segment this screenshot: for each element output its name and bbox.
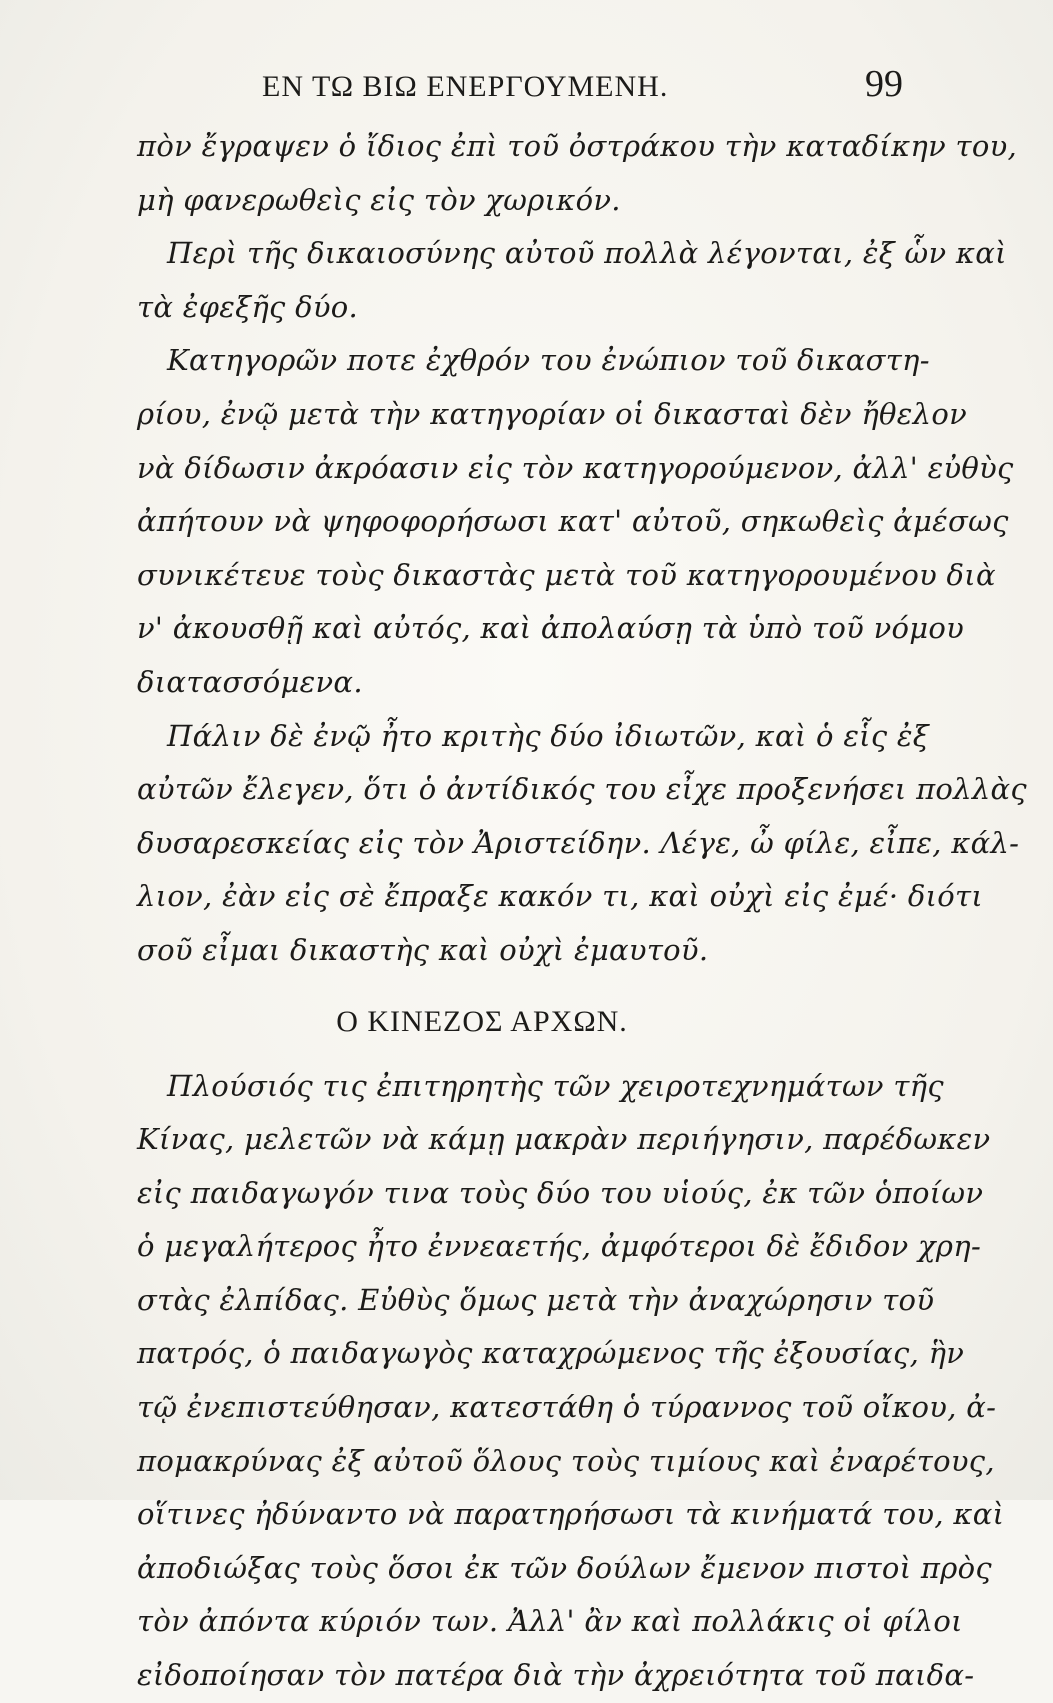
text-line: ρίου, ἐνῷ μετὰ τὴν κατηγορίαν οἱ δικασταὶ δὲν ἤθελον <box>137 396 968 431</box>
text-line: τῷ ἐνεπιστεύθησαν, κατεστάθη ὁ τύραννος τοῦ οἴκου, ἀ- <box>137 1390 997 1425</box>
text-line: σοῦ εἶμαι δικαστὴς καὶ οὐχὶ ἐμαυτοῦ. <box>137 932 709 967</box>
text-line: συνικέτευε τοὺς δικαστὰς μετὰ τοῦ κατηγορουμένου διὰ <box>137 557 996 592</box>
text-line: λιον, ἐὰν εἰς σὲ ἔπραξε κακόν τι, καὶ οὐχὶ εἰς ἐμέ· διότι <box>137 879 984 914</box>
text-line: Κατηγορῶν ποτε ἐχθρόν του ἐνώπιον τοῦ δικαστη- <box>167 343 930 378</box>
section-title: Ο ΚΙΝΕΖΟΣ ΑΡΧΩΝ. <box>336 1004 628 1038</box>
text-line: διατασσόμενα. <box>137 664 363 699</box>
text-line: πομακρύνας ἐξ αὐτοῦ ὅλους τοὺς τιμίους καὶ ἐναρέτους, <box>137 1443 995 1478</box>
page-header <box>150 62 903 106</box>
text-line: τὰ ἐφεξῆς δύο. <box>137 289 359 324</box>
text-line: Πλούσιός τις ἐπιτηρητὴς τῶν χειροτεχνημάτων τῆς <box>167 1068 944 1103</box>
text-line: Πάλιν δὲ ἐνῷ ἦτο κριτὴς δύο ἰδιωτῶν, καὶ ὁ εἷς ἐξ <box>167 718 930 753</box>
running-head: ΕΝ ΤΩ ΒΙΩ ΕΝΕΡΓΟΥΜΕΝΗ. <box>262 70 669 103</box>
text-line: ἀποδιώξας τοὺς ὅσοι ἐκ τῶν δούλων ἔμενον πιστοὶ πρὸς <box>137 1550 992 1585</box>
text-line: στὰς ἐλπίδας. Εὐθὺς ὅμως μετὰ τὴν ἀναχώρησιν τοῦ <box>137 1282 935 1317</box>
text-line: Περὶ τῆς δικαιοσύνης αὐτοῦ πολλὰ λέγονται, ἐξ ὧν καὶ <box>167 236 1007 271</box>
text-line: ἀπήτουν νὰ ψηφοφορήσωσι κατ' αὐτοῦ, σηκωθεὶς ἀμέσως <box>137 504 1009 539</box>
text-line: εἰς παιδαγωγόν τινα τοὺς δύο του υἱούς, ἐκ τῶν ὁποίων <box>137 1175 984 1210</box>
text-line: πατρός, ὁ παιδαγωγὸς καταχρώμενος τῆς ἐξουσίας, ἣν <box>137 1336 965 1371</box>
text-line: τὸν ἀπόντα κύριόν των. Ἀλλ' ἂν καὶ πολλάκις οἱ φίλοι <box>137 1604 963 1639</box>
text-line: οἵτινες ἠδύναντο νὰ παρατηρήσωσι τὰ κινήματά του, καὶ <box>137 1497 1005 1532</box>
body-text <box>137 120 1027 1703</box>
text-line: δυσαρεσκείας εἰς τὸν Ἀριστείδην. Λέγε, ὦ φίλε, εἶπε, κάλ- <box>137 825 1020 860</box>
text-line: εἰδοποίησαν τὸν πατέρα διὰ τὴν ἀχρειότητα τοῦ παιδα- <box>137 1658 975 1693</box>
text-line: πὸν ἔγραψεν ὁ ἴδιος ἐπὶ τοῦ ὀστράκου τὴν καταδίκην του, <box>137 129 1018 163</box>
text-line: ν' ἀκουσθῇ καὶ αὐτός, καὶ ἀπολαύσῃ τὰ ὑπὸ τοῦ νόμου <box>137 611 965 646</box>
text-line: νὰ δίδωσιν ἀκρόασιν εἰς τὸν κατηγορούμενον, ἀλλ' εὐθὺς <box>137 450 1014 485</box>
text-line: Κίνας, μελετῶν νὰ κάμῃ μακρὰν περιήγησιν, παρέδωκεν <box>137 1122 991 1157</box>
page-number: 99 <box>865 63 903 105</box>
text-line: αὐτῶν ἔλεγεν, ὅτι ὁ ἀντίδικός του εἶχε προξενήσει πολλὰς <box>137 772 1027 807</box>
text-line: μὴ φανερωθεὶς εἰς τὸν χωρικόν. <box>137 182 621 217</box>
text-line: ὁ μεγαλήτερος ἦτο ἐννεαετής, ἀμφότεροι δὲ ἔδιδον χρη- <box>137 1229 982 1264</box>
